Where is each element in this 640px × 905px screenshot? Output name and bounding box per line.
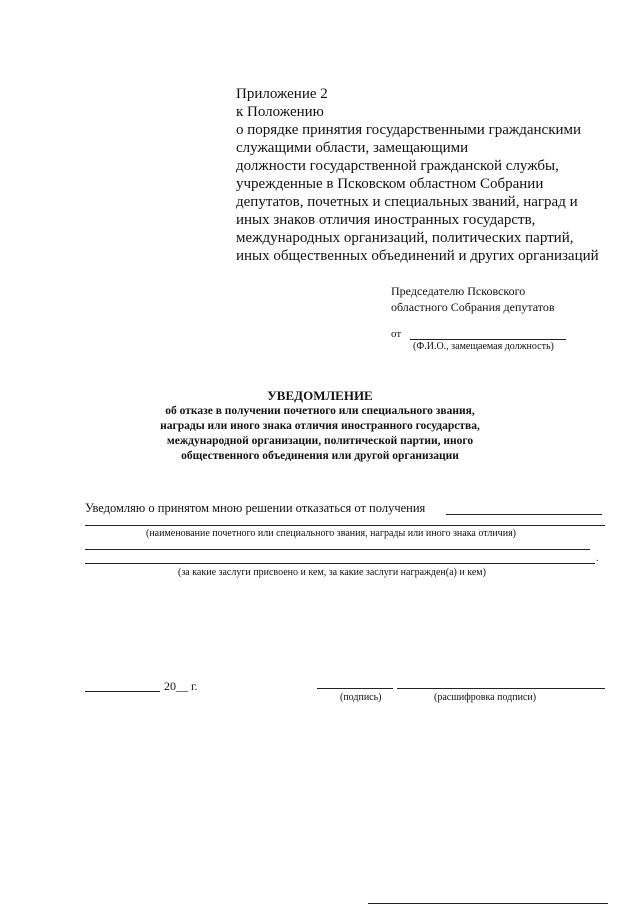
merit-caption: (за какие заслуги присвоено и кем, за какие заслуги награжден(а) и кем) — [178, 567, 486, 578]
award-fill-line-3 — [85, 549, 590, 550]
decode-caption: (расшифровка подписи) — [434, 692, 537, 703]
title-sub-line: международной организации, политической партии, иного — [166, 435, 474, 447]
award-fill-line-2 — [85, 525, 605, 526]
from-fill-line — [410, 339, 566, 340]
addressee-block — [391, 283, 555, 315]
award-fill-line-1 — [446, 514, 602, 515]
appendix-line: иных общественных объединений и других организаций — [236, 248, 599, 264]
appendix-line: Приложение 2 — [236, 86, 328, 102]
appendix-line: к Положению — [236, 104, 324, 120]
appendix-line: депутатов, почетных и специальных званий, наград и — [236, 194, 578, 210]
signature-line — [317, 688, 393, 689]
addressee-line-1: Председателю Псковского — [391, 284, 526, 298]
signature-caption: (подпись) — [340, 692, 382, 703]
date-year-suffix: 20__ г. — [164, 679, 198, 693]
title-main: УВЕДОМЛЕНИЕ — [267, 388, 373, 403]
appendix-line: иных знаков отличия иностранных государств, — [236, 212, 536, 228]
title-sub-line: об отказе в получении почетного или специального звания, — [165, 405, 475, 417]
decode-signature-line — [397, 688, 605, 689]
fio-caption: (Ф.И.О., замещаемая должность) — [413, 341, 554, 352]
title-sub-line: награды или иного знака отличия иностранного государства, — [160, 420, 480, 432]
addressee-line-2: областного Собрания депутатов — [391, 300, 555, 314]
from-label: от — [391, 328, 402, 340]
appendix-line: должности государственной гражданской службы, — [236, 158, 559, 174]
appendix-header — [236, 85, 616, 265]
title-sub-line: общественного объединения или другой организации — [181, 450, 459, 462]
appendix-line: учрежденные в Псковском областном Собрании — [236, 176, 544, 192]
date-text — [164, 679, 198, 694]
appendix-line: международных организаций, политических партий, — [236, 230, 574, 246]
notice-title — [100, 388, 540, 464]
end-period: . — [596, 553, 599, 564]
appendix-line: о порядке принятия государственными гражданскими — [236, 122, 582, 138]
merit-fill-line — [85, 563, 595, 564]
award-caption: (наименование почетного или специального звания, награды или иного знака отличия) — [146, 528, 516, 539]
bottom-margin-rule — [368, 903, 608, 904]
date-fill-line — [85, 691, 160, 692]
appendix-line: служащими области, замещающими — [236, 140, 469, 156]
notify-text: Уведомляю о принятом мною решении отказаться от получения — [85, 501, 426, 515]
